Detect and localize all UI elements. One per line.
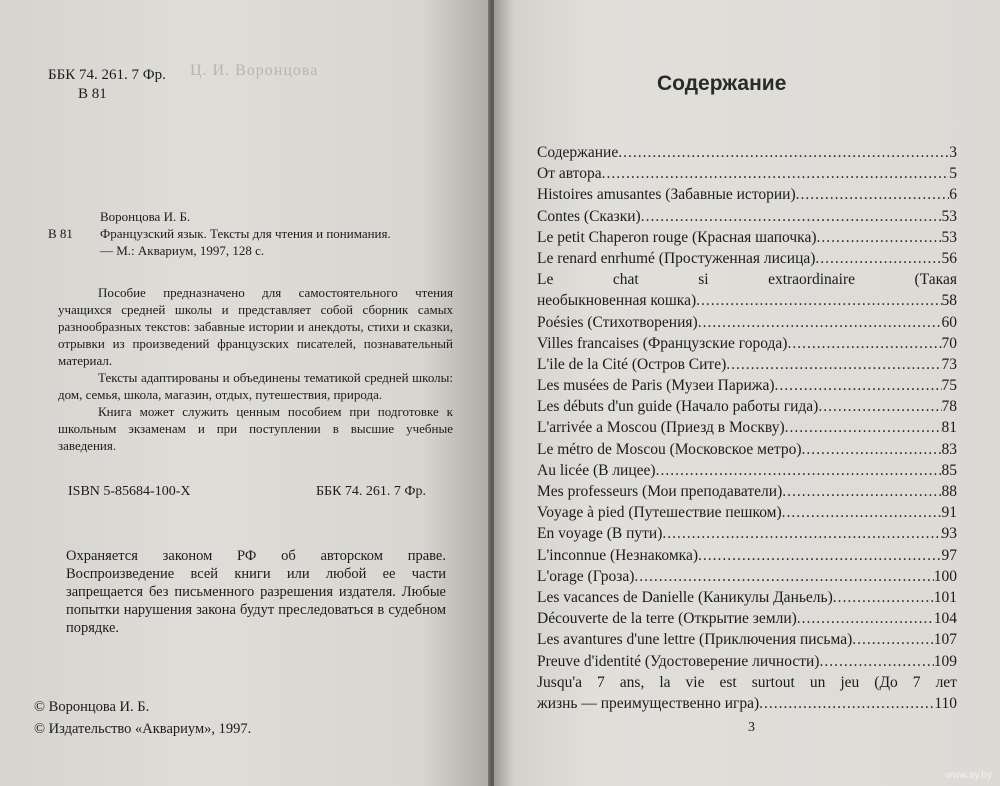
toc-leader-dots [818, 396, 941, 417]
toc-word: un [809, 673, 826, 691]
toc-entry-page: 93 [941, 525, 957, 543]
toc-entry-title: Mes professeurs (Мои преподаватели) [537, 483, 783, 500]
toc-entry-title: Voyage à pied (Путешествие пешком) [537, 504, 782, 522]
toc-word: vie [685, 673, 705, 691]
toc-entry [537, 439, 957, 460]
toc-entry-title: L'arrivée a Moscou (Приезд в Москву) [537, 419, 785, 437]
toc-entry-title: Содержание [537, 144, 619, 161]
toc-entry [537, 333, 957, 354]
toc-entry [537, 672, 957, 693]
toc-entry-title: Découverte de la terre (Открытие земли) [537, 610, 797, 628]
toc-entry-page: 5 [949, 165, 957, 183]
toc-entry [537, 651, 957, 672]
toc-entry [537, 142, 957, 163]
bbk-line: ББК 74. 261. 7 Фр. [48, 67, 166, 83]
toc-leader-dots [852, 629, 934, 650]
toc-entry-title: необыкновенная кошка) [537, 292, 697, 310]
toc-entry-title: Le petit Chaperon rouge (Красная шапочка) [537, 228, 817, 246]
toc-word: jeu [840, 673, 860, 691]
toc-entry [537, 396, 957, 417]
toc-entry-page: 56 [941, 249, 957, 267]
toc-leader-dots [726, 354, 941, 375]
toc-leader-dots [833, 587, 934, 608]
toc-entry-page: 78 [941, 398, 957, 416]
left-page [0, 0, 496, 786]
toc-title: Содержание [657, 72, 787, 95]
toc-entry-page: 100 [933, 567, 957, 585]
toc-word: si [698, 271, 709, 289]
toc-leader-dots [797, 608, 934, 629]
toc-entry-page: 70 [941, 334, 957, 352]
toc-leader-dots [698, 545, 941, 566]
toc-entry-page: 53 [941, 228, 957, 246]
toc-word: extraordinaire [768, 271, 856, 289]
toc-word: Jusqu'a [537, 673, 582, 691]
toc-entry-title: En voyage (В пути) [537, 525, 663, 543]
copyright-lines [34, 696, 251, 740]
toc-word: 7 [912, 673, 921, 691]
catalog-author: Воронцова И. Б. [100, 209, 191, 224]
toc-entry-title: Les musées de Paris (Музеи Парижа) [537, 377, 775, 395]
table-of-contents [537, 142, 957, 714]
toc-entry-page: 109 [933, 652, 957, 670]
toc-word: Le [537, 271, 554, 289]
toc-entry-title: жизнь — преимущественно игра) [537, 694, 760, 712]
toc-entry-page: 73 [941, 355, 957, 373]
toc-word: (До [874, 673, 898, 691]
toc-entry-title: L'inconnue (Незнакомка) [537, 546, 699, 564]
toc-leader-dots [802, 439, 942, 460]
copyright-notice-text: Охраняется законом РФ об авторском праве. Воспроизведение всей книги или любой ее части запрещается без письменного разрешения издателя. Любые попытки нарушения закона будут преследоваться в судебном порядке. [66, 548, 446, 636]
toc-word: surtout [751, 673, 795, 691]
toc-entry-title: Preuve d'identité (Удостоверение личности) [537, 652, 820, 670]
toc-word: la [659, 673, 671, 691]
toc-leader-dots [787, 333, 941, 354]
annotation-paragraph: Тексты адаптированы и объединены тематикой средней школы: дом, семья, школа, магазин, отдых, путешествия, природа. [58, 370, 453, 402]
toc-entry-page: 85 [941, 461, 957, 479]
toc-entry-page: 83 [941, 440, 957, 458]
toc-word: 7 [597, 673, 605, 691]
toc-entry [537, 248, 957, 269]
annotation-paragraph: Книга может служить ценным пособием при подготовке к школьным экзаменам и при поступлении в высшие учебные заведения. [58, 404, 453, 453]
toc-entry-title: Le renard enrhumé (Простуженная лисица) [537, 249, 816, 267]
page-number: 3 [748, 720, 755, 735]
toc-entry-page: 3 [949, 144, 957, 161]
toc-leader-dots [775, 375, 942, 396]
catalog-entry [100, 208, 430, 259]
toc-entry [537, 523, 957, 544]
toc-entry [537, 163, 957, 184]
isbn: ISBN 5-85684-100-X [68, 484, 191, 499]
show-through-text: Ц. И. Воронцова [190, 62, 319, 79]
toc-entry [537, 227, 957, 248]
toc-word: лет [935, 673, 957, 691]
toc-leader-dots [817, 227, 942, 248]
toc-entry-title [537, 672, 957, 693]
toc-leader-dots [634, 566, 933, 587]
catalog-code: В 81 [48, 226, 73, 241]
toc-leader-dots [698, 312, 942, 333]
toc-entry-page: 75 [941, 377, 957, 395]
toc-entry-title: L'orage (Гроза) [537, 567, 635, 585]
toc-entry [537, 629, 957, 650]
toc-entry [537, 417, 957, 438]
toc-leader-dots [782, 481, 941, 502]
toc-leader-dots [819, 651, 933, 672]
toc-entry [537, 354, 957, 375]
toc-leader-dots [759, 693, 934, 714]
bbk-line: В 81 [78, 86, 107, 102]
toc-entry-title: Les débuts d'un guide (Начало работы гида) [537, 398, 819, 416]
toc-entry-page: 97 [941, 546, 957, 564]
annotation-paragraph: Пособие предназначено для самостоятельного чтения учащихся средней школы и представляет собой сборник самых разнообразных текстов: забавные истории и анекдоты, стихи и сказки, отрывки из произведений французских писателей, познавательный материал. [58, 285, 453, 368]
toc-entry-title: L'ile de la Cité (Остров Сите) [537, 355, 727, 373]
toc-entry-page: 101 [933, 588, 957, 606]
toc-entry [537, 269, 957, 290]
toc-leader-dots [785, 417, 942, 438]
toc-entry-title: Le métro de Moscou (Московское метро) [537, 440, 802, 458]
toc-entry-page: 91 [941, 504, 957, 522]
toc-entry [537, 545, 957, 566]
toc-entry [537, 502, 957, 523]
toc-entry-page: 60 [941, 313, 957, 331]
toc-entry-page: 88 [941, 483, 957, 500]
toc-entry-page: 53 [941, 207, 957, 225]
toc-entry-page: 110 [934, 694, 957, 712]
toc-word: ans, [619, 673, 645, 691]
toc-entry-title: Les vacances de Danielle (Каникулы Даньель) [537, 588, 833, 606]
catalog-title: Французский язык. Тексты для чтения и понимания. [100, 226, 391, 241]
toc-entry-title: Poésies (Стихотворения) [537, 313, 698, 331]
toc-leader-dots [796, 184, 950, 205]
annotation [58, 284, 453, 454]
toc-word: (Такая [914, 271, 957, 289]
toc-entry [537, 206, 957, 227]
toc-entry [537, 460, 957, 481]
toc-leader-dots [696, 290, 941, 311]
catalog-imprint: — М.: Аквариум, 1997, 128 с. [100, 243, 265, 258]
toc-entry [537, 290, 957, 311]
toc-leader-dots [662, 523, 941, 544]
toc-leader-dots [782, 502, 942, 523]
toc-entry [537, 608, 957, 629]
toc-entry-title: Villes francaises (Французские города) [537, 334, 788, 352]
copyright-publisher: © Издательство «Аквариум», 1997. [34, 721, 252, 737]
toc-entry-title: Contes (Сказки) [537, 207, 641, 225]
toc-entry [537, 693, 957, 714]
bbk-code-top [48, 66, 166, 104]
toc-entry-title: Histoires amusantes (Забавные истории) [537, 186, 796, 204]
toc-entry-title: Les avantures d'une lettre (Приключения письма) [537, 631, 853, 649]
watermark: www.ay.by [944, 770, 992, 781]
copyright-notice [66, 547, 446, 637]
toc-entry [537, 184, 957, 205]
toc-entry-title: Au licée (В лицее) [537, 461, 656, 479]
toc-leader-dots [815, 248, 941, 269]
toc-entry [537, 481, 957, 502]
toc-word: est [719, 673, 737, 691]
toc-entry-page: 104 [933, 610, 957, 628]
toc-entry [537, 566, 957, 587]
toc-entry-page: 81 [941, 419, 957, 437]
toc-entry-page: 107 [933, 631, 957, 649]
toc-leader-dots [618, 142, 949, 163]
toc-entry [537, 375, 957, 396]
toc-entry [537, 312, 957, 333]
toc-entry-page: 6 [949, 186, 957, 204]
toc-entry-title: От автора [537, 165, 602, 183]
toc-entry [537, 587, 957, 608]
toc-entry-page: 58 [941, 292, 957, 310]
bbk-code-bottom: ББК 74. 261. 7 Фр. [316, 484, 426, 499]
toc-leader-dots [602, 163, 950, 184]
toc-leader-dots [641, 206, 942, 227]
toc-entry-title [537, 269, 957, 290]
toc-leader-dots [656, 460, 942, 481]
toc-word: chat [612, 271, 639, 289]
copyright-author: © Воронцова И. Б. [34, 699, 150, 715]
